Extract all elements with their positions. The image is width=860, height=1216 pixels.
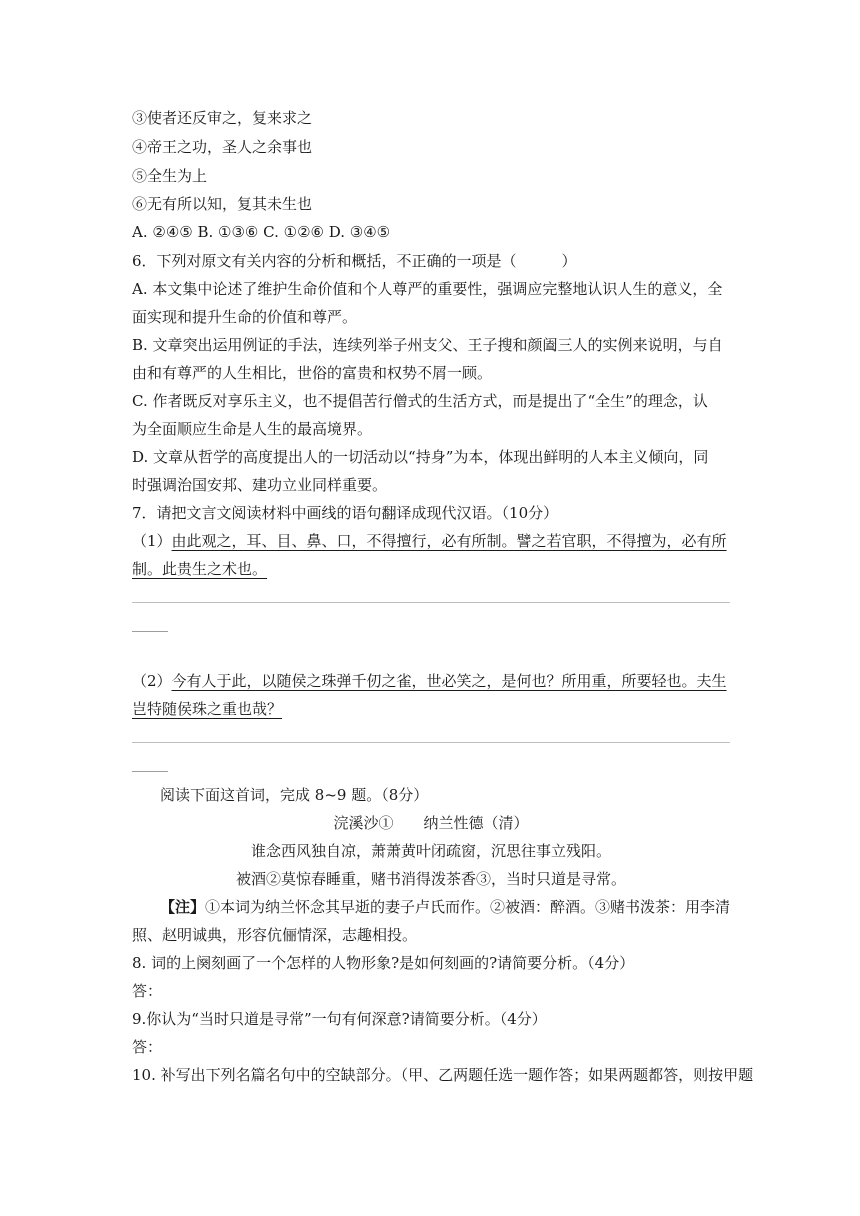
answer-line-2-tail	[132, 771, 168, 772]
q7-part2-number: （2）	[132, 672, 172, 690]
answer-line-1	[132, 602, 730, 603]
question-9-answer-label: 答：	[132, 1038, 163, 1056]
poem-title: 浣溪沙① 纳兰性德（清）	[333, 814, 529, 832]
q6-option-d-line2: 时强调治国安邦、建功立业同样重要。	[132, 476, 388, 494]
q6-option-c-line2: 为全面顺应生命是人生的最高境界。	[132, 420, 373, 438]
q7-part1-line2	[132, 559, 267, 579]
poem-line-2: 被酒②莫惊春睡重，赌书消得泼茶香③，当时只道是寻常。	[235, 870, 626, 888]
q6-option-b-line2: 由和有尊严的人生相比，世俗的富贵和权势不屑一顾。	[132, 364, 493, 382]
option-3: ③使者还反审之，复来求之	[132, 109, 313, 127]
question-7-stem: 7．请把文言文阅读材料中画线的语句翻译成现代汉语。（10分）	[132, 504, 559, 522]
answer-choices: A. ②④⑤ B. ①③⑥ C. ①②⑥ D. ③④⑤	[132, 223, 391, 241]
option-4: ④帝王之功，圣人之余事也	[132, 138, 313, 156]
q6-option-a-line2: 面实现和提升生命的价值和尊严。	[132, 308, 358, 326]
answer-line-1-tail	[132, 631, 168, 632]
q6-option-b-line1: B. 文章突出运用例证的手法，连续列举子州支父、王子搜和颜阖三人的实例来说明，与自	[132, 336, 723, 354]
poem-note-line2: 照、赵明诚典，形容伉俪情深，志趣相投。	[132, 926, 418, 944]
note-text: ①本词为纳兰怀念其早逝的妻子卢氏而作。②被酒：醉酒。③赌书泼茶：用李清	[205, 898, 731, 916]
question-10-stem: 10. 补写出下列名篇名句中的空缺部分。（甲、乙两题任选一题作答；如果两题都答，则按甲题	[132, 1066, 754, 1084]
q7-part1-number: （1）	[132, 532, 172, 550]
q6-option-c-line1: C. 作者既反对享乐主义，也不提倡苦行僧式的生活方式，而是提出了“全生”的理念，认	[132, 392, 708, 410]
question-6-stem: 6．下列对原文有关内容的分析和概括，不正确的一项是（ ）	[132, 252, 577, 270]
q6-option-a-line1: A. 本文集中论述了维护生命价值和个人尊严的重要性，强调应完整地认识人生的意义，全	[132, 280, 723, 298]
q7-part2-line2	[132, 699, 282, 719]
q7-part2-underlined-text: 今有人于此，以随侯之珠弹千仞之雀，世必笑之，是何也？所用重，所要轻也。夫生	[171, 672, 727, 690]
option-5: ⑤全生为上	[132, 167, 208, 185]
note-label: 【注】	[160, 898, 206, 916]
q7-part1-underlined-text: 由此观之，耳、目、鼻、口，不得擅行，必有所制。譬之若官职，不得擅为，必有所	[171, 532, 727, 550]
option-6: ⑥无有所以知，复其未生也	[132, 195, 313, 213]
answer-line-2	[132, 742, 730, 743]
q6-option-d-line1: D. 文章从哲学的高度提出人的一切活动以“持身”为本，体现出鲜明的人本主义倾向，同	[132, 448, 709, 466]
question-9-stem: 9.你认为“当时只道是寻常”一句有何深意?请简要分析。（4分）	[132, 1010, 547, 1028]
question-8-stem: 8. 词的上阕刻画了一个怎样的人物形象?是如何刻画的?请简要分析。（4分）	[132, 954, 635, 972]
q7-part2-underlined-text-cont: 岂特随侯珠之重也哉？	[132, 700, 283, 718]
poem-note-line1	[160, 897, 730, 917]
q7-part1-line1	[132, 531, 727, 551]
poem-line-1: 谁念西风独自凉，萧萧黄叶闭疏窗，沉思往事立残阳。	[250, 842, 611, 860]
question-8-answer-label: 答：	[132, 982, 163, 1000]
poem-section-intro: 阅读下面这首词，完成 8~9 题。（8分）	[160, 786, 429, 804]
q7-part1-underlined-text-cont: 制。此贵生之术也。	[132, 560, 268, 578]
q7-part2-line1	[132, 671, 727, 691]
